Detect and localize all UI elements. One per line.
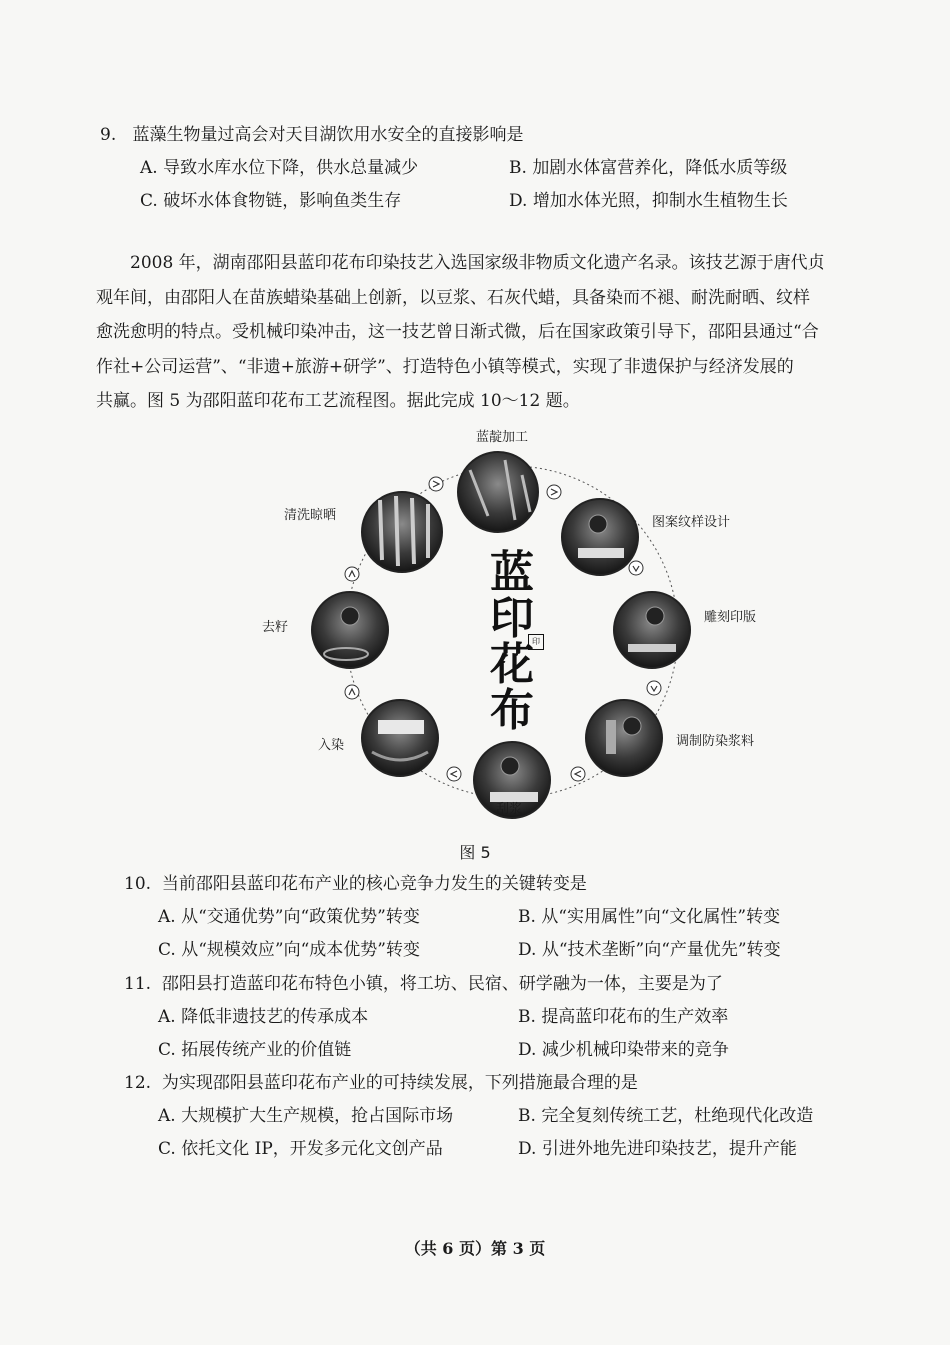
- process-diagram: [0, 420, 950, 840]
- q10-option-d: D. 从“技术垄断”向“产量优先”转变: [518, 940, 781, 960]
- q10-option-b: B. 从“实用属性”向“文化属性”转变: [518, 907, 781, 927]
- question-number: 9.: [100, 125, 117, 145]
- photo-blue-dye-processing: [458, 452, 538, 532]
- question-number: 11.: [124, 974, 152, 994]
- page-footer: （共 6 页）第 3 页: [404, 1239, 546, 1258]
- arrow-icon: [345, 567, 359, 581]
- title-char: 花: [490, 639, 534, 690]
- step-label-washing-drying: 清洗晾晒: [284, 508, 337, 523]
- q12-option-c: C. 依托文化 IP，开发多元化文创产品: [158, 1139, 443, 1159]
- photo-carving-printing-plate: [614, 592, 690, 668]
- arrow-icon: [647, 681, 661, 695]
- photo-dyeing: [362, 700, 438, 776]
- question-12-stem: [124, 1072, 638, 1094]
- q9-option-c: C. 破坏水体食物链，影响鱼类生存: [140, 191, 402, 211]
- step-label-dyeing: 入染: [318, 738, 345, 753]
- process-cycle-svg: [0, 420, 950, 840]
- reading-passage: [96, 246, 882, 419]
- arrow-icon: [429, 477, 443, 491]
- q11-option-a: A. 降低非遗技艺的传承成本: [158, 1007, 369, 1027]
- question-text: 邵阳县打造蓝印花布特色小镇，将工坊、民宿、研学融为一体，主要是为了: [161, 974, 723, 994]
- photo-removing-residue: [312, 592, 388, 668]
- question-text: 为实现邵阳县蓝印花布产业的可持续发展，下列措施最合理的是: [161, 1073, 638, 1093]
- step-label-pattern-design: 图案纹样设计: [652, 515, 731, 530]
- step-label-carving-printing-plate: 雕刻印版: [704, 610, 757, 625]
- title-char: 布: [490, 685, 534, 736]
- title-char: 印: [490, 593, 534, 644]
- q12-option-d: D. 引进外地先进印染技艺，提升产能: [518, 1139, 797, 1159]
- q11-option-d: D. 减少机械印染带来的竞争: [518, 1040, 729, 1060]
- photo-washing-drying: [362, 492, 442, 572]
- title-char: 蓝: [490, 547, 534, 598]
- q10-option-a: A. 从“交通优势”向“政策优势”转变: [158, 907, 420, 927]
- question-text: 蓝藻生物量过高会对天目湖饮用水安全的直接影响是: [132, 125, 524, 145]
- photo-preparing-resist-paste: [586, 700, 662, 776]
- arrow-icon: [345, 685, 359, 699]
- photo-pattern-design: [562, 499, 638, 575]
- question-11-stem: [124, 973, 723, 995]
- arrow-icon: [629, 561, 643, 575]
- arrow-icon: [447, 767, 461, 781]
- question-9-stem: [100, 124, 523, 146]
- figure-caption: 图 5: [459, 843, 491, 862]
- passage-line: 观年间，由邵阳人在苗族蜡染基础上创新，以豆浆、石灰代蜡，具备染而不褪、耐洗耐晒、纹样: [96, 287, 810, 308]
- question-10-stem: [124, 873, 587, 895]
- q9-option-b: B. 加剧水体富营养化，降低水质等级: [509, 158, 788, 178]
- q10-option-c: C. 从“规模效应”向“成本优势”转变: [158, 940, 420, 960]
- step-label-removing-residue: 去籽: [262, 620, 289, 635]
- q9-option-a: A. 导致水库水位下降，供水总量减少: [140, 158, 419, 178]
- passage-line: 愈洗愈明的特点。受机械印染冲击，这一技艺曾日渐式微，后在国家政策引导下，邵阳县通过“合: [96, 322, 819, 342]
- q11-option-c: C. 拓展传统产业的价值链: [158, 1040, 352, 1060]
- seal-stamp: 印: [528, 634, 544, 650]
- q9-option-d: D. 增加水体光照，抑制水生植物生长: [509, 191, 788, 211]
- arrow-icon: [571, 767, 585, 781]
- q11-option-b: B. 提高蓝印花布的生产效率: [518, 1007, 729, 1027]
- question-text: 当前邵阳县蓝印花布产业的核心竞争力发生的关键转变是: [161, 874, 587, 894]
- step-label-blue-dye-processing: 蓝靛加工: [476, 430, 529, 445]
- step-label-preparing-resist-paste: 调制防染浆料: [676, 734, 755, 749]
- passage-line: 2008 年，湖南邵阳县蓝印花布印染技艺入选国家级非物质文化遗产名录。该技艺源于唐代贞: [130, 253, 825, 273]
- step-label-applying-paste: 刮浆: [496, 802, 523, 817]
- passage-line: 共赢。图 5 为邵阳蓝印花布工艺流程图。据此完成 10～12 题。: [96, 391, 580, 411]
- q12-option-a: A. 大规模扩大生产规模，抢占国际市场: [158, 1106, 454, 1126]
- arrow-icon: [547, 485, 561, 499]
- q12-option-b: B. 完全复刻传统工艺，杜绝现代化改造: [518, 1106, 814, 1126]
- question-number: 10.: [124, 874, 152, 894]
- passage-line: 作社+公司运营”、“非遗+旅游+研学”、打造特色小镇等模式，实现了非遗保护与经济发展的: [96, 356, 794, 377]
- question-number: 12.: [124, 1073, 152, 1093]
